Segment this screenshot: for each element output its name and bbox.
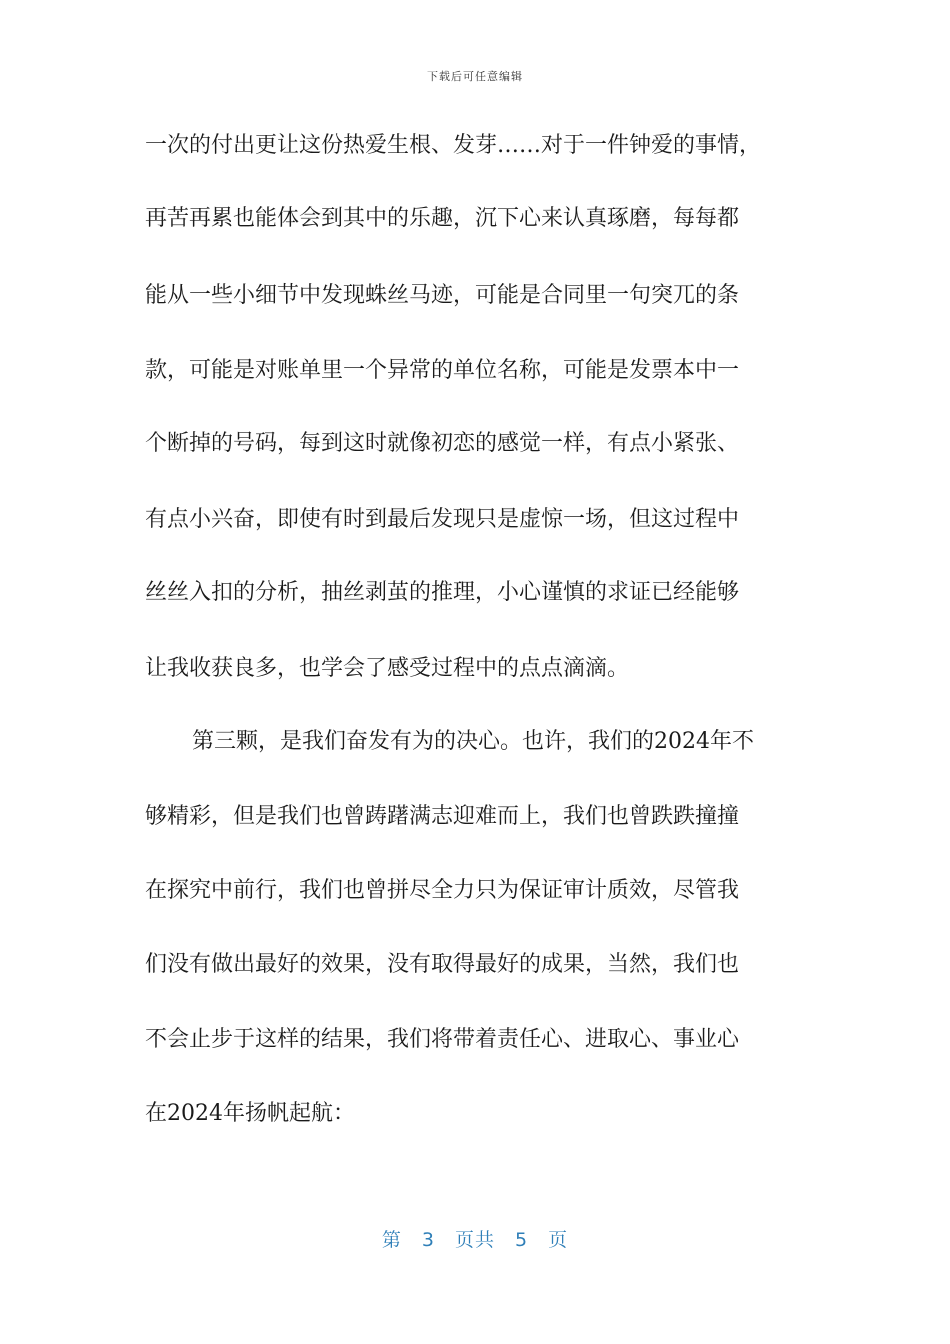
text-line: 一次的付出更让这份热爱生根、发芽……对于一件钟爱的事情，	[145, 133, 762, 158]
text-line: 再苦再累也能体会到其中的乐趣，沉下心来认真琢磨，每每都	[145, 206, 740, 231]
text-line: 在探究中前行，我们也曾拼尽全力只为保证审计质效，尽管我	[145, 878, 740, 903]
text-line: 有点小兴奋，即使有时到最后发现只是虚惊一场，但这过程中	[145, 507, 740, 532]
text-line: 够精彩，但是我们也曾踌躇满志迎难而上，我们也曾跌跌撞撞	[145, 804, 740, 829]
text-line: 丝丝入扣的分析，抽丝剥茧的推理，小心谨慎的求证已经能够	[145, 580, 740, 605]
paragraph-start-line: 第三颗，是我们奋发有为的决心。也许，我们的2024年不	[192, 729, 754, 754]
page-footer	[0, 1225, 950, 1252]
text-line: 能从一些小细节中发现蛛丝马迹，可能是合同里一句突兀的条	[145, 283, 740, 308]
text-line: 个断掉的号码，每到这时就像初恋的感觉一样，有点小紧张、	[145, 431, 740, 456]
text-line: 让我收获良多，也学会了感受过程中的点点滴滴。	[145, 656, 630, 681]
text-line: 们没有做出最好的效果，没有取得最好的成果，当然，我们也	[145, 952, 740, 977]
header-note: 下载后可任意编辑	[427, 70, 523, 83]
page-current: 3	[421, 1229, 435, 1251]
page-total: 5	[515, 1229, 529, 1251]
page-middle: 页共	[454, 1229, 495, 1251]
page-suffix: 页	[548, 1229, 569, 1251]
text-line: 不会止步于这样的结果，我们将带着责任心、进取心、事业心	[145, 1027, 740, 1052]
text-line: 在2024年扬帆起航：	[145, 1101, 355, 1126]
page-prefix: 第	[381, 1229, 402, 1251]
text-line: 款，可能是对账单里一个异常的单位名称，可能是发票本中一	[145, 358, 740, 383]
